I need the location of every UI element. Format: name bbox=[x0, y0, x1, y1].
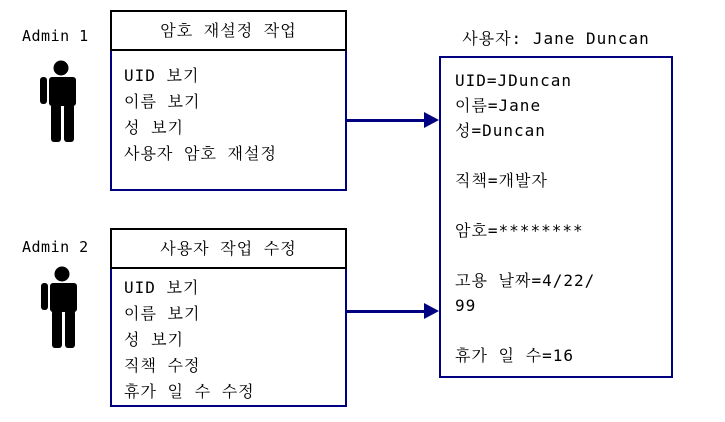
person-icon bbox=[36, 60, 82, 144]
task-item: 이름 보기 bbox=[124, 304, 201, 323]
user-field-line: 성=Duncan bbox=[455, 121, 546, 140]
arrow-shaft bbox=[347, 310, 425, 313]
arrow-head bbox=[424, 112, 439, 128]
task-box-body bbox=[110, 269, 347, 407]
user-field-line: UID=JDuncan bbox=[455, 71, 572, 90]
blank-line bbox=[455, 143, 665, 168]
user-field-line: 암호=******** bbox=[455, 221, 584, 240]
arrow-head bbox=[424, 303, 439, 319]
user-field-line: 99 bbox=[455, 296, 477, 315]
task-item: 휴가 일 수 수정 bbox=[124, 382, 255, 401]
task-box-title: 암호 재설정 작업 bbox=[110, 10, 347, 51]
task-item: UID 보기 bbox=[124, 66, 200, 85]
arrow-right-icon bbox=[347, 303, 439, 319]
blank-line bbox=[455, 318, 665, 343]
task-item: 성 보기 bbox=[124, 118, 185, 137]
user-record-panel bbox=[439, 56, 673, 378]
task-box-title: 사용자 작업 수정 bbox=[110, 228, 347, 269]
task-item: UID 보기 bbox=[124, 278, 200, 297]
task-box-body bbox=[110, 51, 347, 191]
user-field-line: 이름=Jane bbox=[455, 96, 542, 115]
blank-line bbox=[455, 193, 665, 218]
blank-line bbox=[455, 243, 665, 268]
task-item: 이름 보기 bbox=[124, 92, 201, 111]
user-panel-title: 사용자: Jane Duncan bbox=[462, 29, 650, 48]
task-item: 직책 수정 bbox=[124, 356, 201, 375]
person-icon bbox=[37, 266, 83, 350]
user-field-line: 직책=개발자 bbox=[455, 171, 548, 190]
task-item: 사용자 암호 재설정 bbox=[124, 144, 277, 163]
admin2-label: Admin 2 bbox=[22, 238, 89, 256]
arrow-shaft bbox=[347, 119, 425, 122]
admin1-label: Admin 1 bbox=[22, 27, 89, 45]
user-field-line: 휴가 일 수=16 bbox=[455, 346, 574, 365]
task-item: 성 보기 bbox=[124, 330, 185, 349]
arrow-right-icon bbox=[347, 112, 439, 128]
task-box-password-reset bbox=[110, 10, 347, 191]
user-field-line: 고용 날짜=4/22/ bbox=[455, 271, 596, 290]
task-box-user-modify bbox=[110, 228, 347, 407]
